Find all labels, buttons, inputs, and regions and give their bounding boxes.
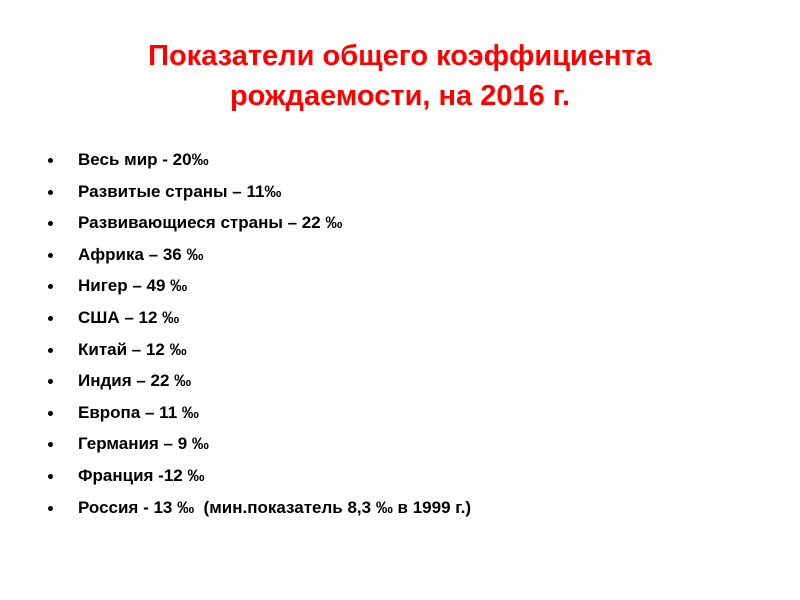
bullet-text: Развитые страны – 11‰ — [78, 181, 282, 201]
bullet-list — [40, 146, 471, 525]
bullet-text: Развивающиеся страны – 22 ‰ — [78, 213, 343, 233]
bullet-dot-icon — [48, 284, 53, 289]
bullet-text: Германия – 9 ‰ — [78, 434, 209, 454]
bullet-dot-icon — [48, 442, 53, 447]
bullet-dot-icon — [48, 379, 53, 384]
bullet-dot-icon — [48, 316, 53, 321]
bullet-item-africa — [40, 241, 471, 273]
bullet-item-developed-countries — [40, 178, 471, 210]
bullet-item-niger — [40, 272, 471, 304]
slide-title-line-2: рождаемости, на 2016 г. — [229, 80, 571, 112]
slide-title — [60, 36, 740, 116]
bullet-dot-icon — [48, 348, 53, 353]
bullet-item-india — [40, 367, 471, 399]
bullet-dot-icon — [48, 158, 53, 163]
bullet-dot-icon — [48, 506, 53, 511]
bullet-dot-icon — [48, 190, 53, 195]
bullet-text: Весь мир - 20‰ — [78, 150, 209, 169]
bullet-item-world — [40, 146, 471, 178]
bullet-text: Россия - 13 ‰ (мин.показатель 8,3 ‰ в 1999 г.) — [78, 497, 472, 517]
bullet-text: Индия – 22 ‰ — [78, 371, 192, 391]
bullet-text: Европа – 11 ‰ — [78, 402, 199, 422]
bullet-text: Китай – 12 ‰ — [78, 339, 187, 359]
bullet-text: Нигер – 49 ‰ — [78, 276, 188, 296]
bullet-item-developing-countries — [40, 209, 471, 241]
bullet-item-china — [40, 336, 471, 368]
bullet-dot-icon — [48, 253, 53, 258]
bullet-dot-icon — [48, 474, 53, 479]
bullet-item-russia — [40, 494, 471, 526]
bullet-item-europe — [40, 399, 471, 431]
bullet-item-france — [40, 462, 471, 494]
bullet-text: Африка – 36 ‰ — [78, 244, 204, 264]
bullet-dot-icon — [48, 221, 53, 226]
bullet-text: США – 12 ‰ — [78, 307, 180, 327]
bullet-dot-icon — [48, 411, 53, 416]
bullet-item-germany — [40, 430, 471, 462]
slide-title-line-1: Показатели общего коэффициента — [148, 40, 652, 72]
bullet-text: Франция -12 ‰ — [78, 465, 205, 485]
bullet-item-usa — [40, 304, 471, 336]
